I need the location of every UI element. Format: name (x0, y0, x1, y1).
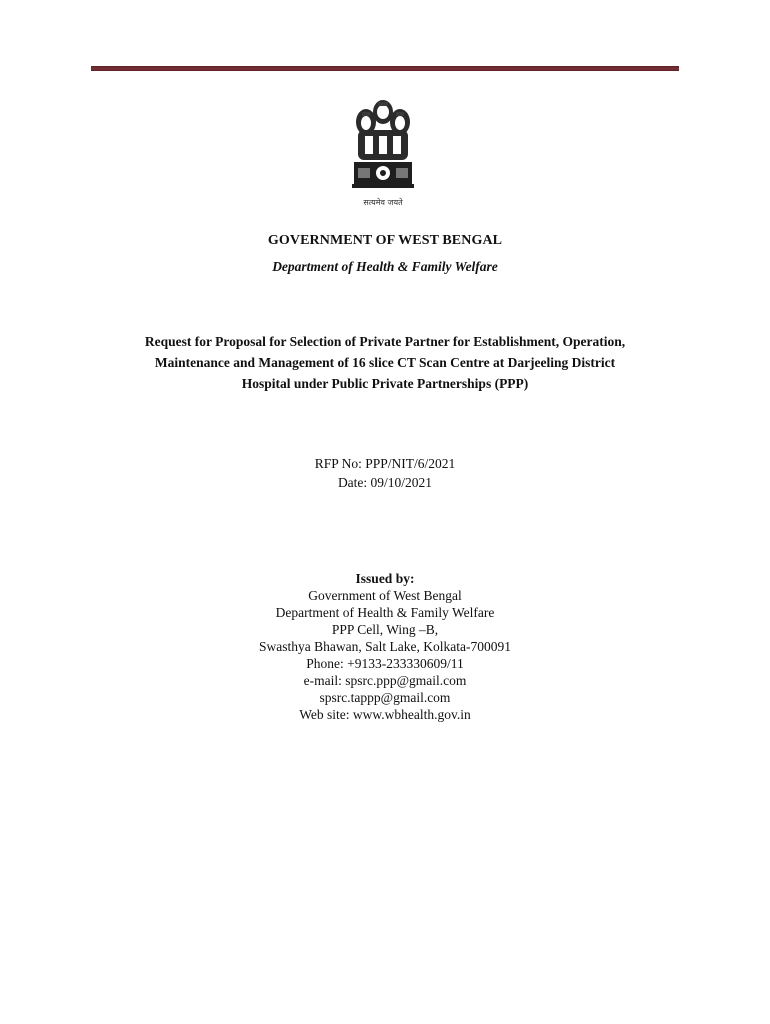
rfp-title-line: Maintenance and Management of 16 slice CT Scan Centre at Darjeeling District (154, 355, 616, 370)
rfp-title-line: Hospital under Public Private Partnerships (PPP) (241, 376, 529, 391)
issued-by-block (0, 570, 770, 723)
issuer-cell: PPP Cell, Wing –B, (331, 622, 439, 637)
issuer-government: Government of West Bengal (308, 588, 462, 603)
rfp-title (95, 331, 675, 394)
issuer-phone: Phone: +9133-233330609/11 (306, 656, 464, 671)
issuer-department: Department of Health & Family Welfare (275, 605, 495, 620)
state-emblem-icon (338, 92, 428, 210)
government-title: GOVERNMENT OF WEST BENGAL (267, 233, 503, 248)
rfp-number: RFP No: PPP/NIT/6/2021 (314, 456, 456, 471)
issuer-email: e-mail: spsrc.ppp@gmail.com (303, 673, 467, 688)
emblem-motto: सत्यमेव जयते (363, 198, 403, 207)
issuer-email-alt: spsrc.tappp@gmail.com (319, 690, 451, 705)
rfp-date: Date: 09/10/2021 (337, 475, 433, 490)
header-rule (91, 66, 679, 71)
issuer-address: Swasthya Bhawan, Salt Lake, Kolkata-700091 (259, 639, 511, 654)
issued-by-label: Issued by: (355, 571, 415, 586)
department-name: Department of Health & Family Welfare (272, 259, 498, 274)
issuer-website: Web site: www.wbhealth.gov.in (299, 707, 471, 722)
rfp-title-line: Request for Proposal for Selection of Private Partner for Establishment, Operation, (144, 334, 626, 349)
